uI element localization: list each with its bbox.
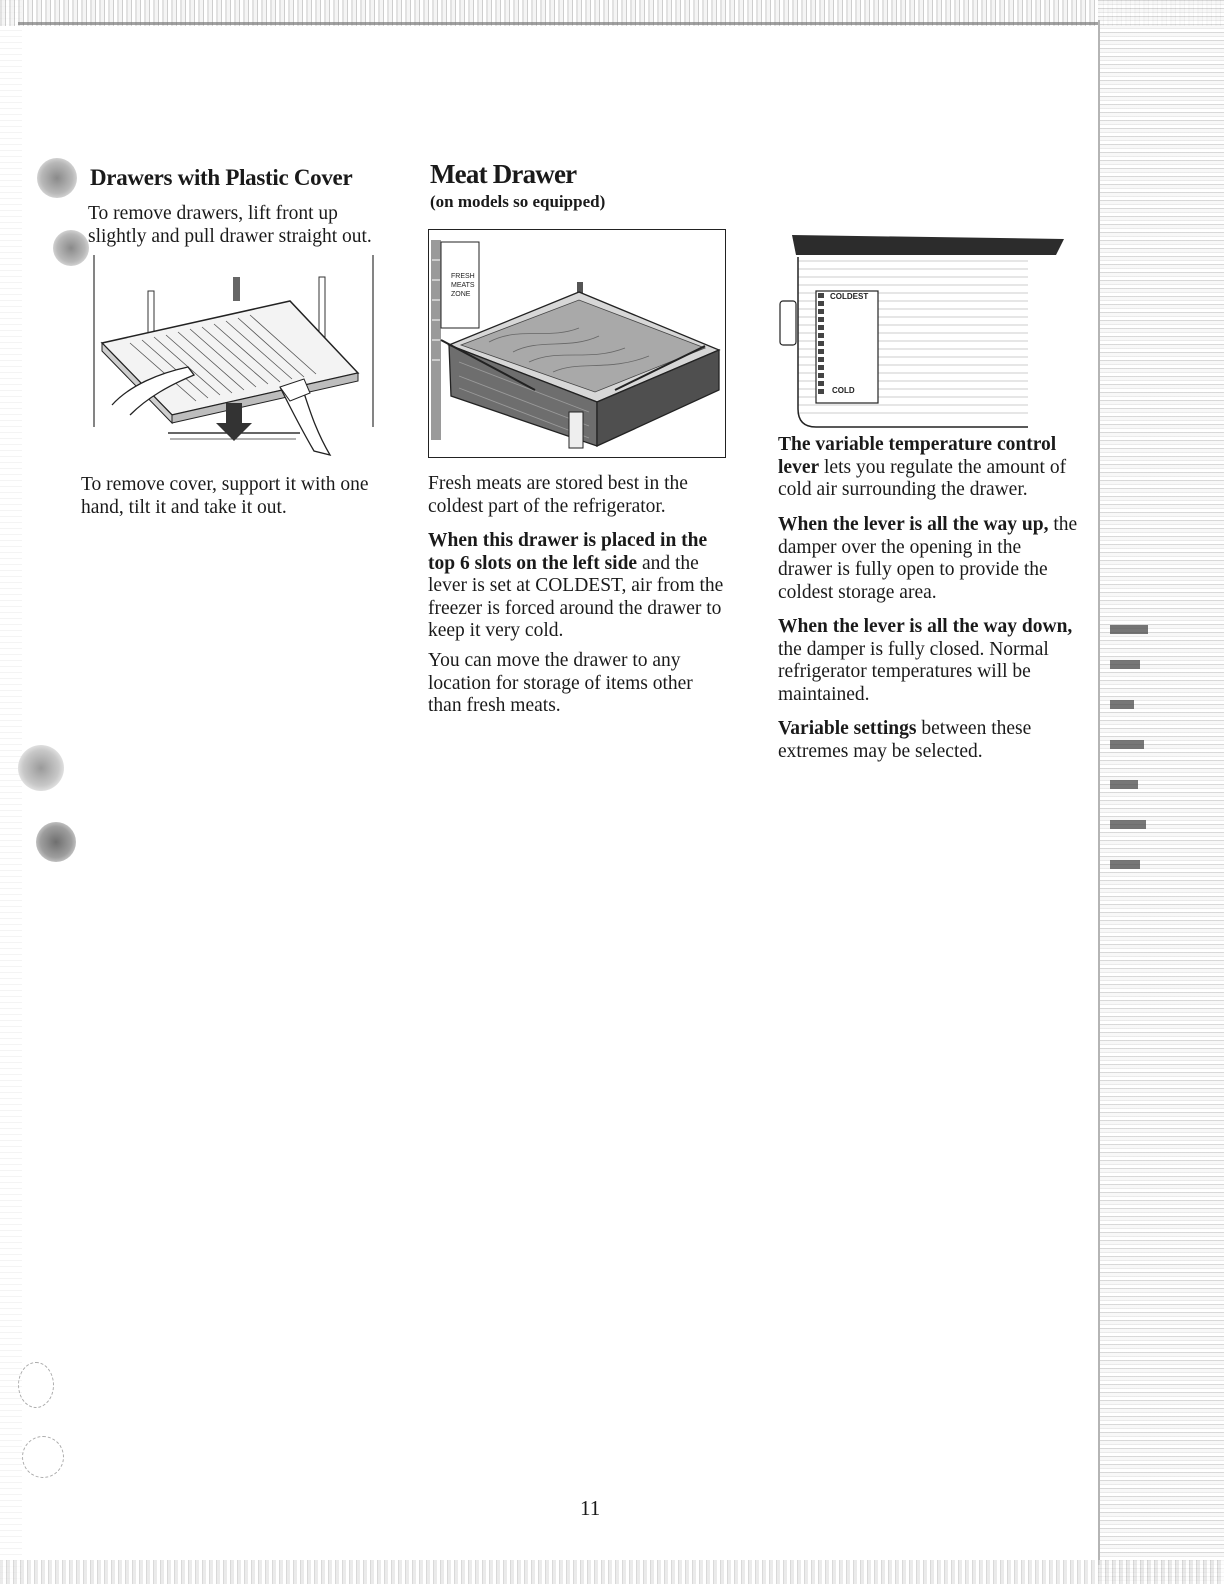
punch-hole [18, 745, 64, 791]
scan-noise-bottom [0, 1560, 1224, 1584]
drawers-heading: Drawers with Plastic Cover [90, 165, 353, 190]
scan-swatch [1110, 625, 1148, 634]
drawer-placement-emphasis: When this drawer is placed in the top 6 slots on the left side [428, 530, 708, 574]
drawers-instruction: To remove drawers, lift front up slightly and pull drawer straight out. [88, 203, 372, 247]
gauge-coldest-label: COLDEST [830, 292, 869, 301]
drawer-move-text: You can move the drawer to any location for storage of items other than fresh meats. [428, 650, 693, 716]
variable-settings-text [778, 718, 1078, 763]
scan-swatch [1110, 780, 1138, 789]
scan-swatch [1110, 740, 1144, 749]
meat-drawer-figure [428, 229, 726, 458]
punch-hole [18, 1362, 54, 1408]
lever-down-rest: the damper is fully closed. Normal refrigerator temperatures will be maintained. [778, 638, 1049, 705]
scan-noise-left [0, 0, 22, 1584]
page-number: 11 [580, 1496, 601, 1520]
lever-up-emphasis: When the lever is all the way up, [778, 514, 1049, 535]
punch-hole [53, 230, 89, 266]
punch-hole [22, 1436, 64, 1478]
cover-instruction: To remove cover, support it with one hand, tilt it and take it out. [81, 474, 369, 518]
scan-swatch [1110, 860, 1140, 869]
punch-hole [36, 822, 76, 862]
scan-noise-right [1098, 0, 1224, 1584]
lever-intro-emphasis: The variable temperature control lever [778, 434, 1057, 478]
fresh-zone-label-line: ZONE [451, 291, 471, 298]
meat-drawer-subheading: (on models so equipped) [430, 192, 606, 211]
drawer-placement-rest: and the lever is set at COLDEST, air from the freezer is forced around the drawer to keep it very cold. [428, 552, 724, 641]
fresh-zone-label-line: MEATS [451, 282, 475, 289]
variable-settings-emphasis: Variable settings [778, 718, 917, 739]
meat-drawer-illustration [429, 230, 725, 457]
temperature-lever-figure [776, 231, 1066, 431]
meat-drawer-heading: Meat Drawer [430, 159, 577, 189]
drawer-cover-illustration [90, 255, 380, 470]
scan-swatch [1110, 700, 1134, 709]
lever-up-rest: the damper over the opening in the drawer is fully open to provide the coldest storage area. [778, 514, 1078, 603]
lever-intro-text [778, 434, 1078, 502]
gauge-cold-label: COLD [832, 386, 855, 395]
scan-swatch [1110, 660, 1140, 669]
fresh-zone-label-line: FRESH [451, 273, 475, 280]
page-right-edge [1098, 20, 1100, 1565]
lever-up-text [778, 514, 1078, 604]
punch-hole [37, 158, 77, 198]
meat-storage-text: Fresh meats are stored best in the coldest part of the refrigerator. [428, 473, 688, 517]
lever-down-emphasis: When the lever is all the way down, [778, 616, 1073, 637]
temperature-lever-illustration [776, 231, 1066, 431]
scan-swatch [1110, 820, 1146, 829]
page-top-edge [18, 22, 1098, 25]
lever-intro-rest: lets you regulate the amount of cold air surrounding the drawer. [778, 456, 1067, 500]
drawer-placement-text [428, 530, 728, 643]
variable-settings-rest: between these extremes may be selected. [778, 718, 1032, 762]
lever-down-text [778, 616, 1078, 706]
